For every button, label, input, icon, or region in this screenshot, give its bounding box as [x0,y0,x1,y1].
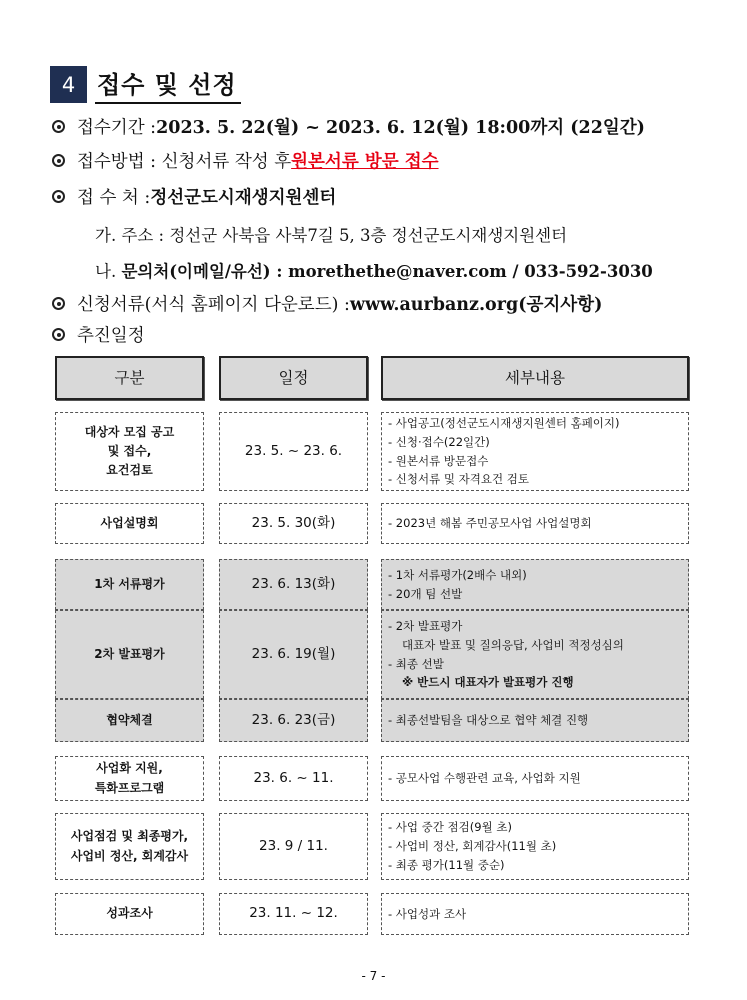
row-details: - 2023년 해봄 주민공모사업 사업설명회 [381,503,689,544]
row-label: 대상자 모집 공고 및 접수, 요건검토 [55,412,204,491]
row-date: 23. 6. 23(금) [219,699,368,742]
application-docs [52,291,602,316]
reception-office [52,184,336,209]
section-heading: 접수 및 선정 [95,65,241,104]
page-number: - 7 - [361,969,386,983]
row-details: - 1차 서류평가(2배수 내외) - 20개 팀 선발 [381,559,689,610]
period-value: 2023. 5. 22(월) ~ 2023. 6. 12(월) 18:00까지 (22일간) [156,118,645,138]
schedule-title [52,322,145,347]
schedule-label: 추진일정 [77,326,145,346]
row-label: 사업점검 및 최종평가, 사업비 정산, 회계감사 [55,813,204,880]
row-label: 협약체결 [55,699,204,742]
header-schedule: 일정 [219,356,368,400]
row-details: - 2차 발표평가 대표자 발표 및 질의응답, 사업비 적정성심의 - 최종 선발 ※ 반드시 대표자가 발표평가 진행 [381,610,689,699]
contact-line [95,258,653,282]
bullet-icon [52,120,65,133]
row-details: - 사업 중간 점검(9월 초) - 사업비 정산, 회계감사(11월 초) - 최종 평가(11월 중순) [381,813,689,880]
office-label: 접 수 처 : [77,188,151,208]
header-category: 구분 [55,356,204,400]
period-label: 접수기간 : [77,118,157,138]
row-details: - 사업공고(정선군도시재생지원센터 홈페이지) - 신청·접수(22일간) - 원본서류 방문접수 - 신청서류 및 자격요건 검토 [381,412,689,491]
reception-method [52,148,439,173]
row-date: 23. 6. 13(화) [219,559,368,610]
docs-label: 신청서류(서식 홈페이지 다운로드) : [77,295,350,315]
docs-value: www.aurbanz.org(공지사항) [349,295,603,315]
contact-value: 문의처(이메일/유선) : morethethe@naver.com / 033-592-3030 [121,262,653,281]
row-date: 23. 5. ~ 23. 6. [219,412,368,491]
office-value: 정선군도시재생지원센터 [150,188,337,208]
row-details: - 최종선발팀을 대상으로 협약 체결 진행 [381,699,689,742]
row-label: 성과조사 [55,893,204,935]
section-number: 4 [50,66,87,103]
method-value: 원본서류 방문 접수 [291,152,439,172]
bullet-icon [52,297,65,310]
method-label: 접수방법 : 신청서류 작성 후 [77,152,292,172]
row-details: - 사업성과 조사 [381,893,689,935]
row-label: 사업설명회 [55,503,204,544]
bullet-icon [52,328,65,341]
row-details: - 공모사업 수행관련 교육, 사업화 지원 [381,756,689,801]
address-line: 가. 주소 : 정선군 사북읍 사북7길 5, 3층 정선군도시재생지원센터 [95,226,568,245]
row-date: 23. 9 / 11. [219,813,368,880]
bullet-icon [52,154,65,167]
reception-period [52,114,645,139]
row-date: 23. 5. 30(화) [219,503,368,544]
row-label: 사업화 지원, 특화프로그램 [55,756,204,801]
row-date: 23. 6. ~ 11. [219,756,368,801]
bullet-icon [52,190,65,203]
row-date: 23. 11. ~ 12. [219,893,368,935]
row-label: 1차 서류평가 [55,559,204,610]
header-details: 세부내용 [381,356,689,400]
section-title [50,66,241,103]
row-date: 23. 6. 19(월) [219,610,368,699]
row-label: 2차 발표평가 [55,610,204,699]
contact-prefix: 나. [95,262,122,281]
